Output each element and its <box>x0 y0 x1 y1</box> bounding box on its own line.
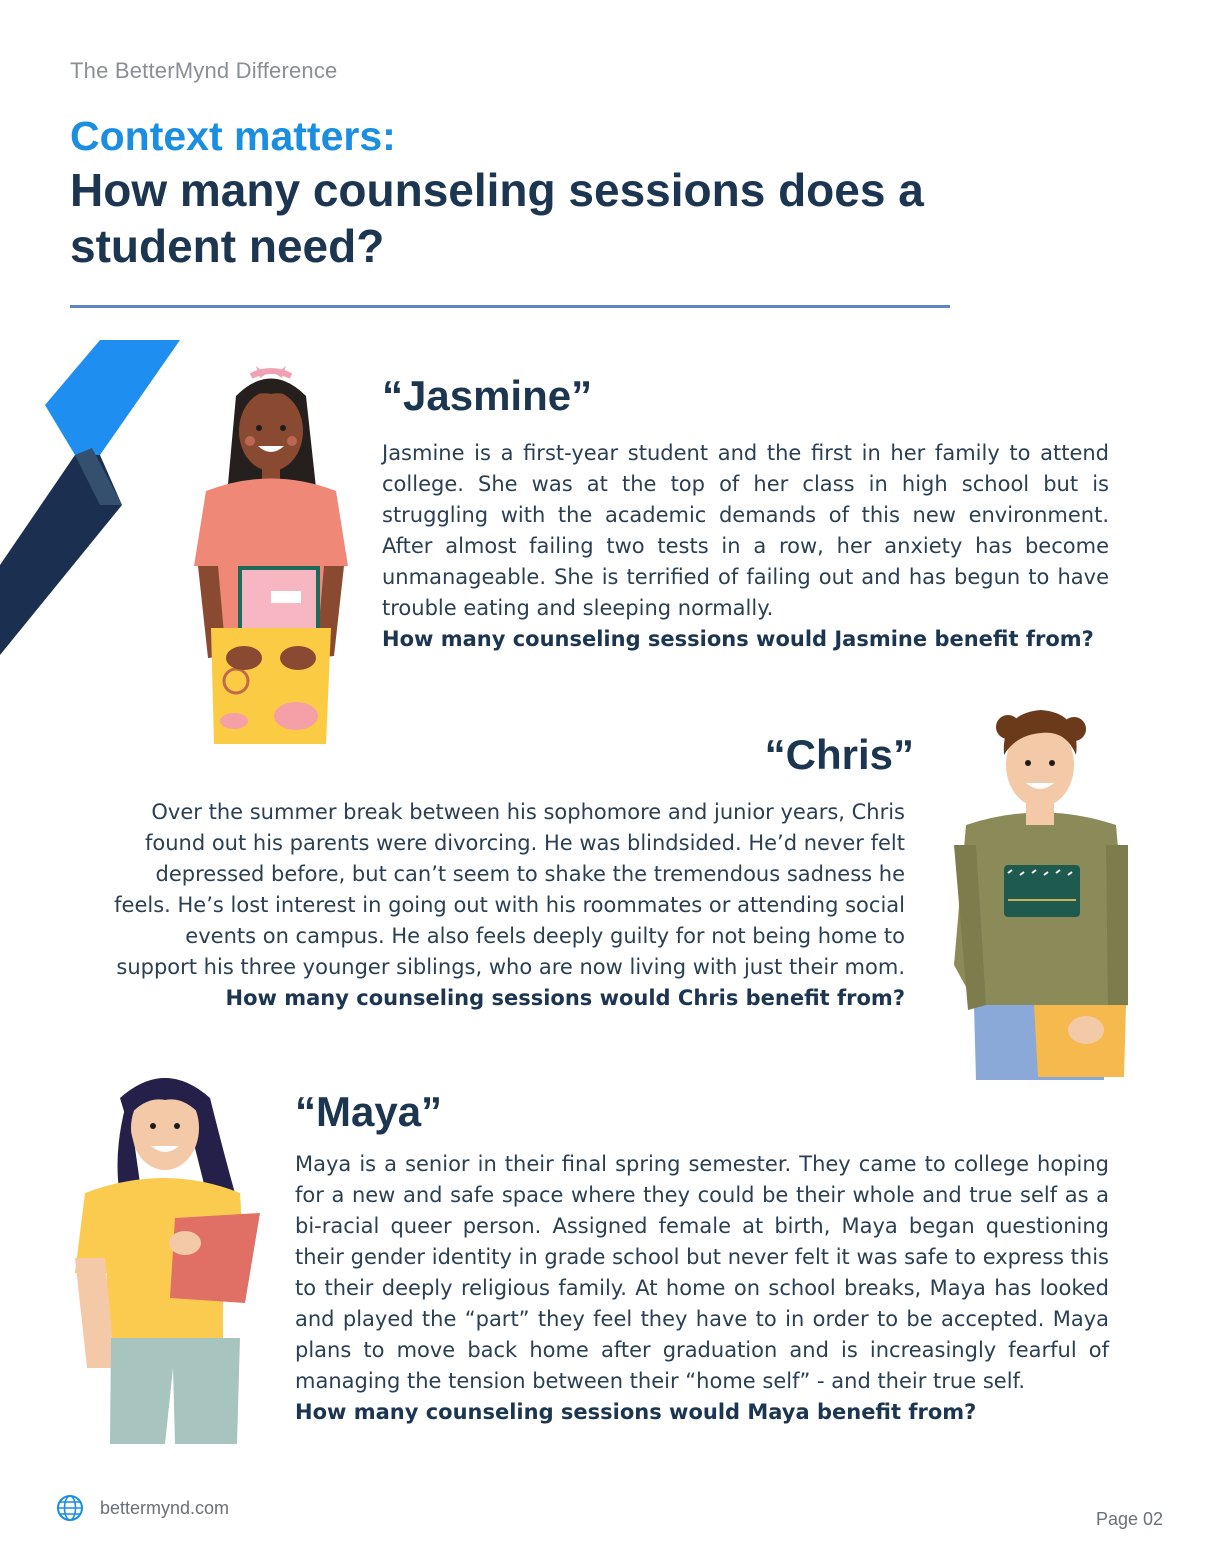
maya-name: “Maya” <box>295 1088 443 1135</box>
title-divider <box>70 305 950 308</box>
page-title: How many counseling sessions does a student need? <box>70 164 924 272</box>
maya-story <box>295 1149 1109 1428</box>
accent-title: Context matters: <box>70 113 396 159</box>
jasmine-story <box>382 438 1109 655</box>
chris-story-body: Over the summer break between his sophomore and junior years, Chris found out his parents were divorcing. He was blindsided. He’d never felt depressed before, but can’t seem to shake the tremendous sadness he feels. He’s lost interest in going out with his roommates or attending social events on campus. He also feels deeply guilty for not being home to support his three younger siblings, who are now living with just their mom. <box>114 800 905 979</box>
maya-story-body: Maya is a senior in their final spring semester. They came to college hoping for a new and safe space where they could be their whole and true self as a bi-racial queer person. Assigned female at birth, Maya began questioning their gender identity in grade school but never felt it was safe to express this to their deeply religious family. At home on school breaks, Maya has looked and played the “part” they feel they have to in order to be accepted. Maya plans to move back home after graduation and is increasingly fearful of managing the tension between their “home self” - and their true self. <box>295 1152 1109 1393</box>
chris-story <box>100 797 905 1014</box>
footer-website-label[interactable]: bettermynd.com <box>100 1497 230 1518</box>
jasmine-question: How many counseling sessions would Jasmine benefit from? <box>382 627 1094 651</box>
jasmine-name: “Jasmine” <box>382 372 593 419</box>
globe-icon <box>56 1494 84 1522</box>
jasmine-illustration <box>186 366 356 746</box>
page-number: Page 02 <box>1096 1509 1164 1529</box>
decorative-chevron <box>0 340 190 660</box>
maya-illustration <box>65 1068 265 1446</box>
chris-question: How many counseling sessions would Chris benefit from? <box>225 986 905 1010</box>
chris-name: “Chris” <box>764 731 914 778</box>
section-kicker: The BetterMynd Difference <box>70 58 338 83</box>
footer-website[interactable] <box>56 1494 229 1522</box>
chris-illustration <box>946 705 1136 1083</box>
jasmine-story-body: Jasmine is a first-year student and the first in her family to attend college. She was at the top of her class in high school but is struggling with the academic demands of this new environment. After almost failing two tests in a row, her anxiety has become unmanageable. She is terrified of failing out and has begun to have trouble eating and sleeping normally. <box>382 441 1109 620</box>
maya-question: How many counseling sessions would Maya benefit from? <box>295 1400 977 1424</box>
